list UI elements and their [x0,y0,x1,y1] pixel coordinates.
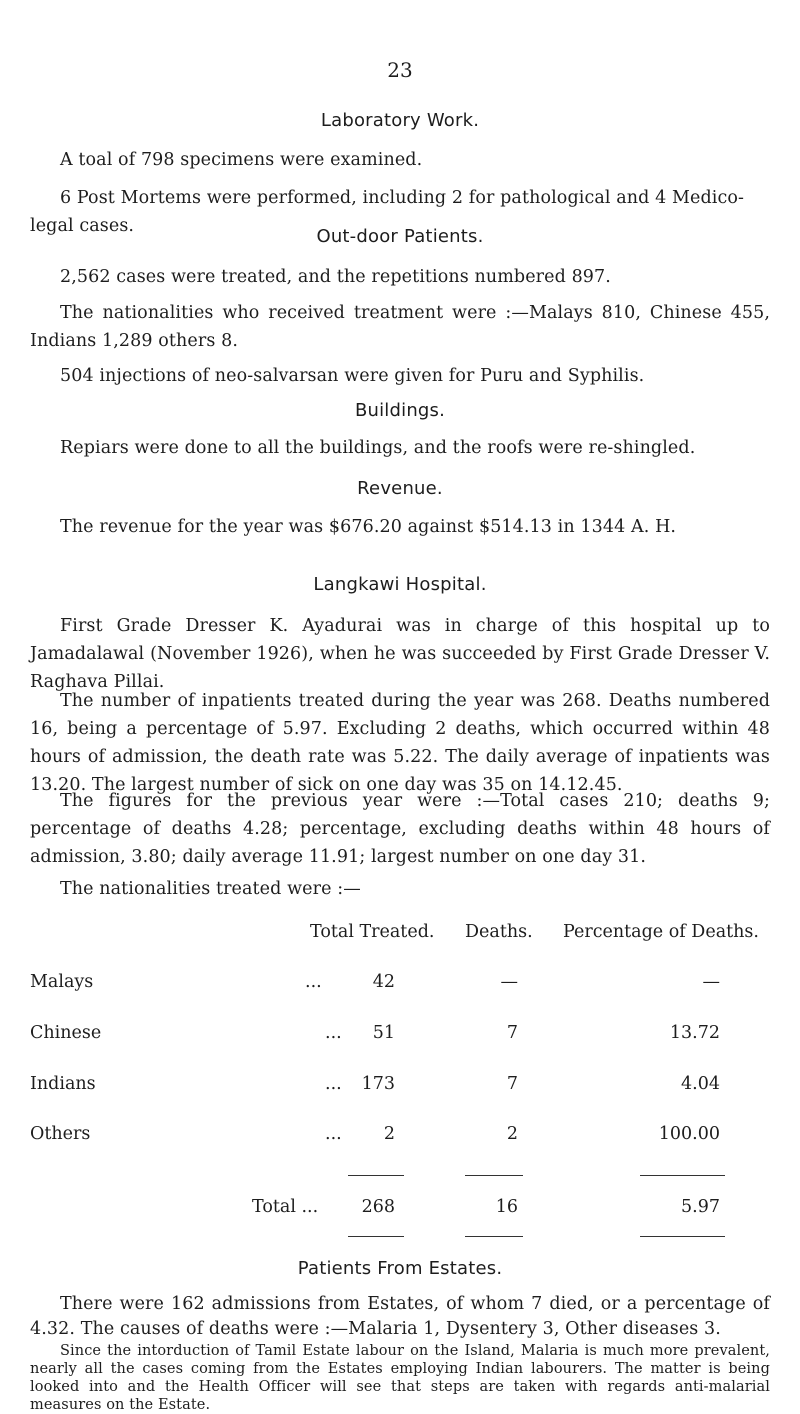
total-rule-treated [348,1175,404,1176]
table-row-percentage: 4.04 [681,1074,720,1094]
heading-buildings: Buildings. [354,400,446,421]
paragraph-lab-specimens: A toal of 798 specimens were examined. [60,150,423,170]
total-rule-deaths [465,1175,523,1176]
table-total-percentage: 5.97 [681,1197,720,1217]
heading-revenue: Revenue. [357,478,443,499]
paragraph-post-mortems: 6 Post Mortems were performed, including 2 for pathological and 4 Medico-legal cases. [30,188,745,236]
heading-outdoor-patients: Out-door Patients. [316,226,484,247]
heading-langkawi-hospital: Langkawi Hospital. [313,574,487,595]
paragraph-repairs: Repiars were done to all the buildings, and the roofs were re-shingled. [60,438,696,458]
paragraph-injections: 504 injections of neo-salvarsan were given for Puru and Syphilis. [60,366,645,386]
paragraph-langkawi-dresser: First Grade Dresser K. Ayadurai was in charge of this hospital up to Jamadalawal (November 1926), when he was succeeded by First Grade Dresser V. Raghava Pillai. [30,616,770,692]
paragraph-langkawi-inpatients: The number of inpatients treated during the year was 268. Deaths numbered 16, being a percentage of 5.97. Excluding 2 deaths, which occurred within 48 hours of admission, the death rate was 5.22. The daily average of inpatients was 13.20. The largest number of sick on one day was 35 on 14.12.45. [30,691,770,795]
table-row-dots: ... [325,1074,342,1094]
table-total-label: Total ... [252,1197,319,1217]
total-rule-bottom-percentage [640,1236,725,1237]
table-row-name: Others [30,1124,91,1144]
table-row-dots: ... [325,1023,342,1043]
table-row-percentage: — [702,972,720,992]
paragraph-estate-malaria: Since the intorduction of Tamil Estate labour on the Island, Malaria is much more prevalent, nearly all the cases coming from the Estates employing Indian labourers. The matter is being looked into and the Health Officer will see that steps are taken with regards anti-malarial measures on the Estate. [30,1343,770,1413]
paragraph-estate-admissions: There were 162 admissions from Estates, of whom 7 died, or a percentage of 4.32. The causes of deaths were :—Malaria 1, Dysentery 3, Other diseases 3. [30,1294,770,1339]
table-row-name: Malays [30,972,94,992]
total-rule-percentage [640,1175,725,1176]
total-rule-bottom-deaths [465,1236,523,1237]
table-row-deaths: 2 [506,1124,518,1144]
table-row-dots: ... [305,972,322,992]
table-row-dots: ... [325,1124,342,1144]
table-row-treated: 2 [383,1124,395,1144]
heading-laboratory-work: Laboratory Work. [320,110,480,131]
paragraph-outdoor-nationalities: The nationalities who received treatment were :—Malays 810, Chinese 455, Indians 1,289 others 8. [30,303,770,351]
page-number: 23 [387,58,413,82]
table-row-name: Chinese [30,1023,102,1043]
table-header-total-treated: Total Treated. [310,922,435,942]
paragraph-revenue: The revenue for the year was $676.20 against $514.13 in 1344 A. H. [60,517,677,537]
total-rule-bottom-treated [348,1236,404,1237]
table-row-name: Indians [30,1074,96,1094]
table-row-deaths: 7 [506,1023,518,1043]
table-row-treated: 51 [372,1023,395,1043]
table-row-deaths: — [500,972,518,992]
table-row-deaths: 7 [506,1074,518,1094]
table-row-percentage: 13.72 [669,1023,720,1043]
table-total-deaths: 16 [495,1197,518,1217]
table-row-treated: 42 [372,972,395,992]
table-header-deaths: Deaths. [465,922,533,942]
paragraph-outdoor-cases: 2,562 cases were treated, and the repetitions numbered 897. [60,267,611,287]
paragraph-langkawi-previous-year: The figures for the previous year were :—Total cases 210; deaths 9; percentage of deaths 4.28; percentage, excluding deaths within 48 hours of admission, 3.80; daily average 11.91; largest number on one day 31. [30,791,770,867]
table-row-percentage: 100.00 [658,1124,720,1144]
paragraph-nationalities-intro: The nationalities treated were :— [60,879,361,899]
table-header-percentage: Percentage of Deaths. [563,922,759,942]
table-row-treated: 173 [361,1074,395,1094]
heading-patients-from-estates: Patients From Estates. [297,1258,503,1279]
table-total-treated: 268 [361,1197,395,1217]
